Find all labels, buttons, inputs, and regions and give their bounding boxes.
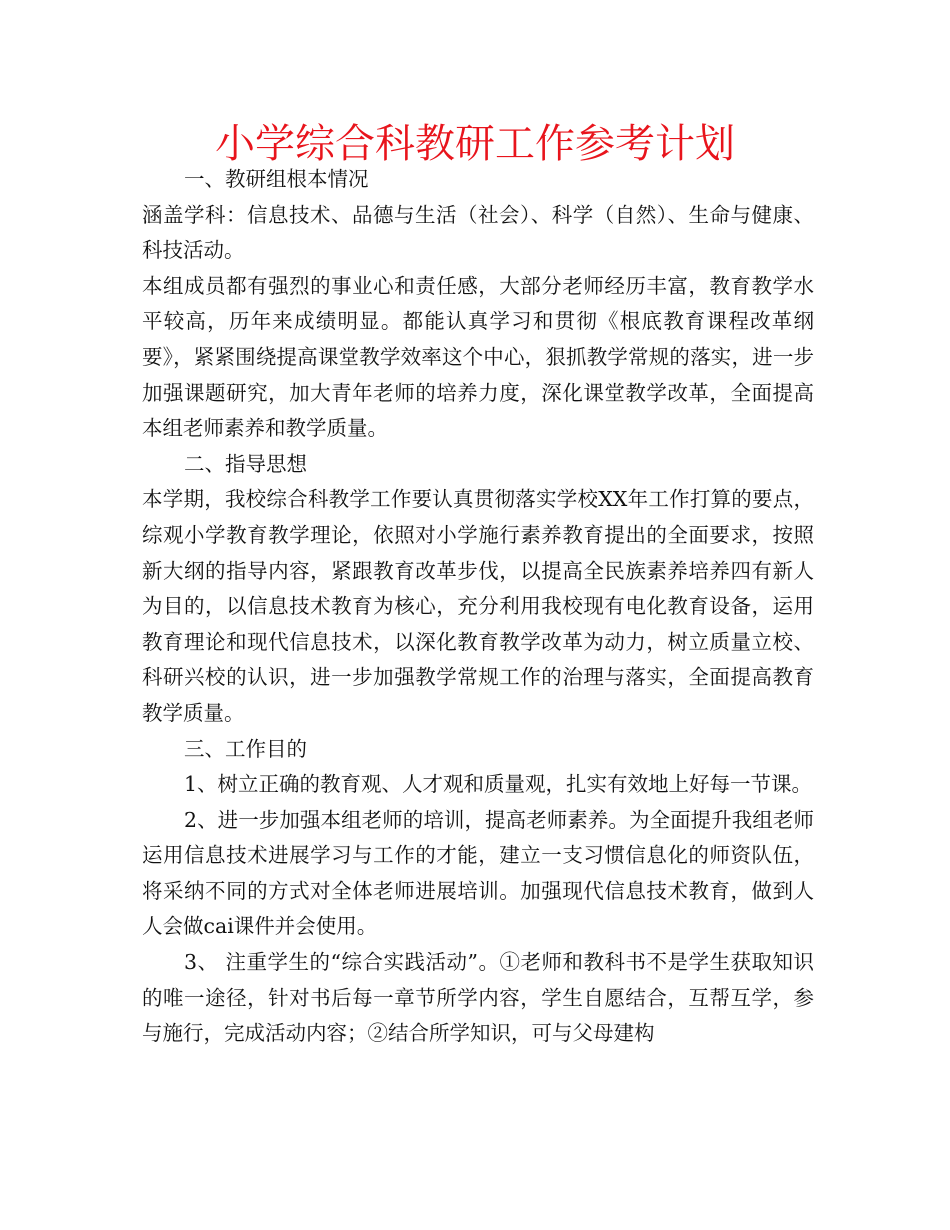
paragraph: 1、树立正确的教育观、人才观和质量观，扎实有效地上好每一节课。 xyxy=(184,772,813,797)
paragraph: 3、 注重学生的“综合实践活动”。①老师和教科书不是学生获取知识的唯一途径，针对书后每一章节所学内容，学生自愿结合，互帮互学，参与施行，完成活动内容；②结合所学知识，可与父母建构 xyxy=(142,950,814,1046)
document-title: 小学综合科教研工作参考计划 xyxy=(215,121,735,167)
paragraph: 二、指导思想 xyxy=(184,451,307,476)
paragraph: 本学期，我校综合科教学工作要认真贯彻落实学校XX年工作打算的要点， 综观小学教育教学理论，依照对小学施行素养教育提出的全面要求，按照新大纲的指导内容，紧跟教育改革步伐，以提高全民族素养培养四有新人为目的，以信息技术教育为核心，充分利用我校现有电化教育设备，运用教育理论和现代信息技术，以深化教育教学改革为动力，树立质量立校、科研兴校的认识，进一步加强教学常规工作的治理与落实，全面提高教育教学质量。 xyxy=(142,487,814,725)
paragraph: 2、进一步加强本组老师的培训，提高老师素养。为全面提升我组老师运用信息技术进展学习与工作的才能，建立一支习惯信息化的师资队伍，将采纳不同的方式对全体老师进展培训。加强现代信息技术教育，做到人人会做cai课件并会使用。 xyxy=(142,807,814,939)
paragraph: 一、教研组根本情况 xyxy=(184,167,369,191)
paragraph: 本组成员都有强烈的事业心和责任感，大部分老师经历丰富，教育教学水平较高，历年来成绩明显。都能认真学习和贯彻《根底教育课程改革纲要》，紧紧围绕提高课堂教学效率这个中心，狠抓教学常规的落实，进一步加强课题研究，加大青年老师的培养力度，深化课堂教学改革，全面提高本组老师素养和教学质量。 xyxy=(142,273,814,441)
paragraph: 涵盖学科：信息技术、品德与生活（社会）、科学（自然）、生命与健康、科技活动。 xyxy=(142,202,814,263)
paragraph: 三、工作目的 xyxy=(184,736,307,761)
document-body xyxy=(142,162,814,1052)
